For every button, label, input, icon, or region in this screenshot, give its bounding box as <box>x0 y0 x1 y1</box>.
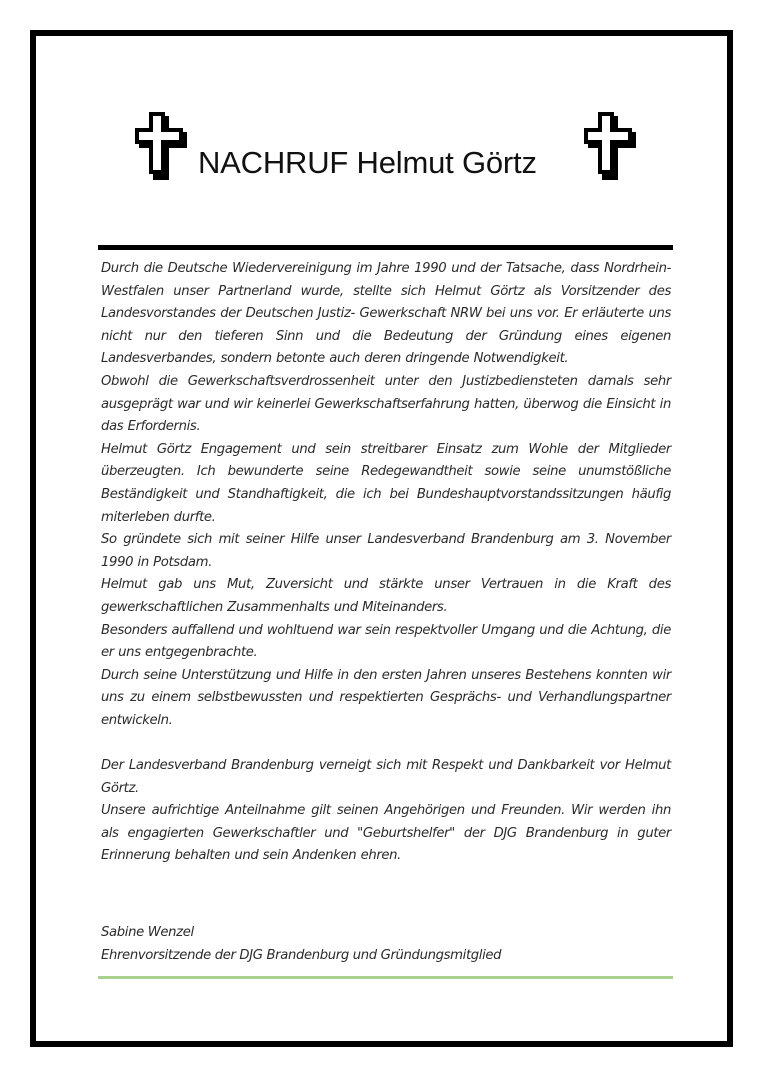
page-title: NACHRUF Helmut Görtz <box>198 145 537 180</box>
body-paragraph: Durch die Deutsche Wiedervereinigung im Jahre 1990 und der Tatsache, dass Nordrhein-Westfalen unser Partnerland wurde, stellte sich Helmut Görtz als Vorsitzender des Landesvorstandes der Deutschen Justiz- Gewerkschaft NRW bei uns vor. Er erläuterte uns nicht nur den tieferen Sinn und die Bedeutung der Gründung eines eigenen Landesverbandes, sondern betonte auch deren dringende Notwendigkeit. <box>101 261 671 367</box>
body-paragraph: Helmut gab uns Mut, Zuversicht und stärkte unser Vertrauen in die Kraft des gewerkschaftlichen Zusammenhalts und Miteinanders. <box>101 577 671 615</box>
body-paragraph: Helmut Görtz Engagement und sein streitbarer Einsatz zum Wohle der Mitglieder überzeugten. Ich bewunderte seine Redegewandtheit sowie seine unumstößliche Beständigkeit und Standhaftigkeit, die ich bei Bundeshauptvorstandssitzungen häufig miterleben durfte. <box>101 441 671 525</box>
signature-name: Sabine Wenzel <box>101 925 194 940</box>
top-divider <box>98 245 673 250</box>
signature-role: Ehrenvorsitzende der DJG Brandenburg und Gründungsmitglied <box>101 947 502 963</box>
obituary-header <box>0 0 764 240</box>
cross-icon <box>582 112 638 180</box>
body-paragraph: Obwohl die Gewerkschaftsverdrossenheit unter den Justizbediensteten damals sehr ausgeprägt war und wir keinerlei Gewerkschaftserfahrung hatten, überwog die Einsicht in das Erfordernis. <box>101 373 671 435</box>
paragraph-spacer <box>101 732 671 755</box>
obituary-body <box>101 258 671 868</box>
closing-paragraph: Unsere aufrichtige Anteilnahme gilt seinen Angehörigen und Freunden. Wir werden ihn als engagierten Gewerkschaftler und "Geburtshelfer" der DJG Brandenburg in guter Erinnerung behalten und sein Andenken ehren. <box>101 803 671 864</box>
body-paragraph: Besonders auffallend und wohltuend war sein respektvoller Umgang und die Achtung, die er uns entgegenbrachte. <box>101 622 671 661</box>
bottom-divider <box>98 976 673 979</box>
signature-block <box>101 922 671 967</box>
cross-icon <box>133 112 189 180</box>
closing-paragraph: Der Landesverband Brandenburg verneigt sich mit Respekt und Dankbarkeit vor Helmut Görtz. <box>101 758 671 796</box>
body-paragraph: Durch seine Unterstützung und Hilfe in den ersten Jahren unseres Bestehens konnten wir uns zu einem selbstbewussten und respektierten Gesprächs- und Verhandlungspartner entwickeln. <box>101 667 671 728</box>
body-paragraph: So gründete sich mit seiner Hilfe unser Landesverband Brandenburg am 3. November 1990 in Potsdam. <box>101 532 671 570</box>
